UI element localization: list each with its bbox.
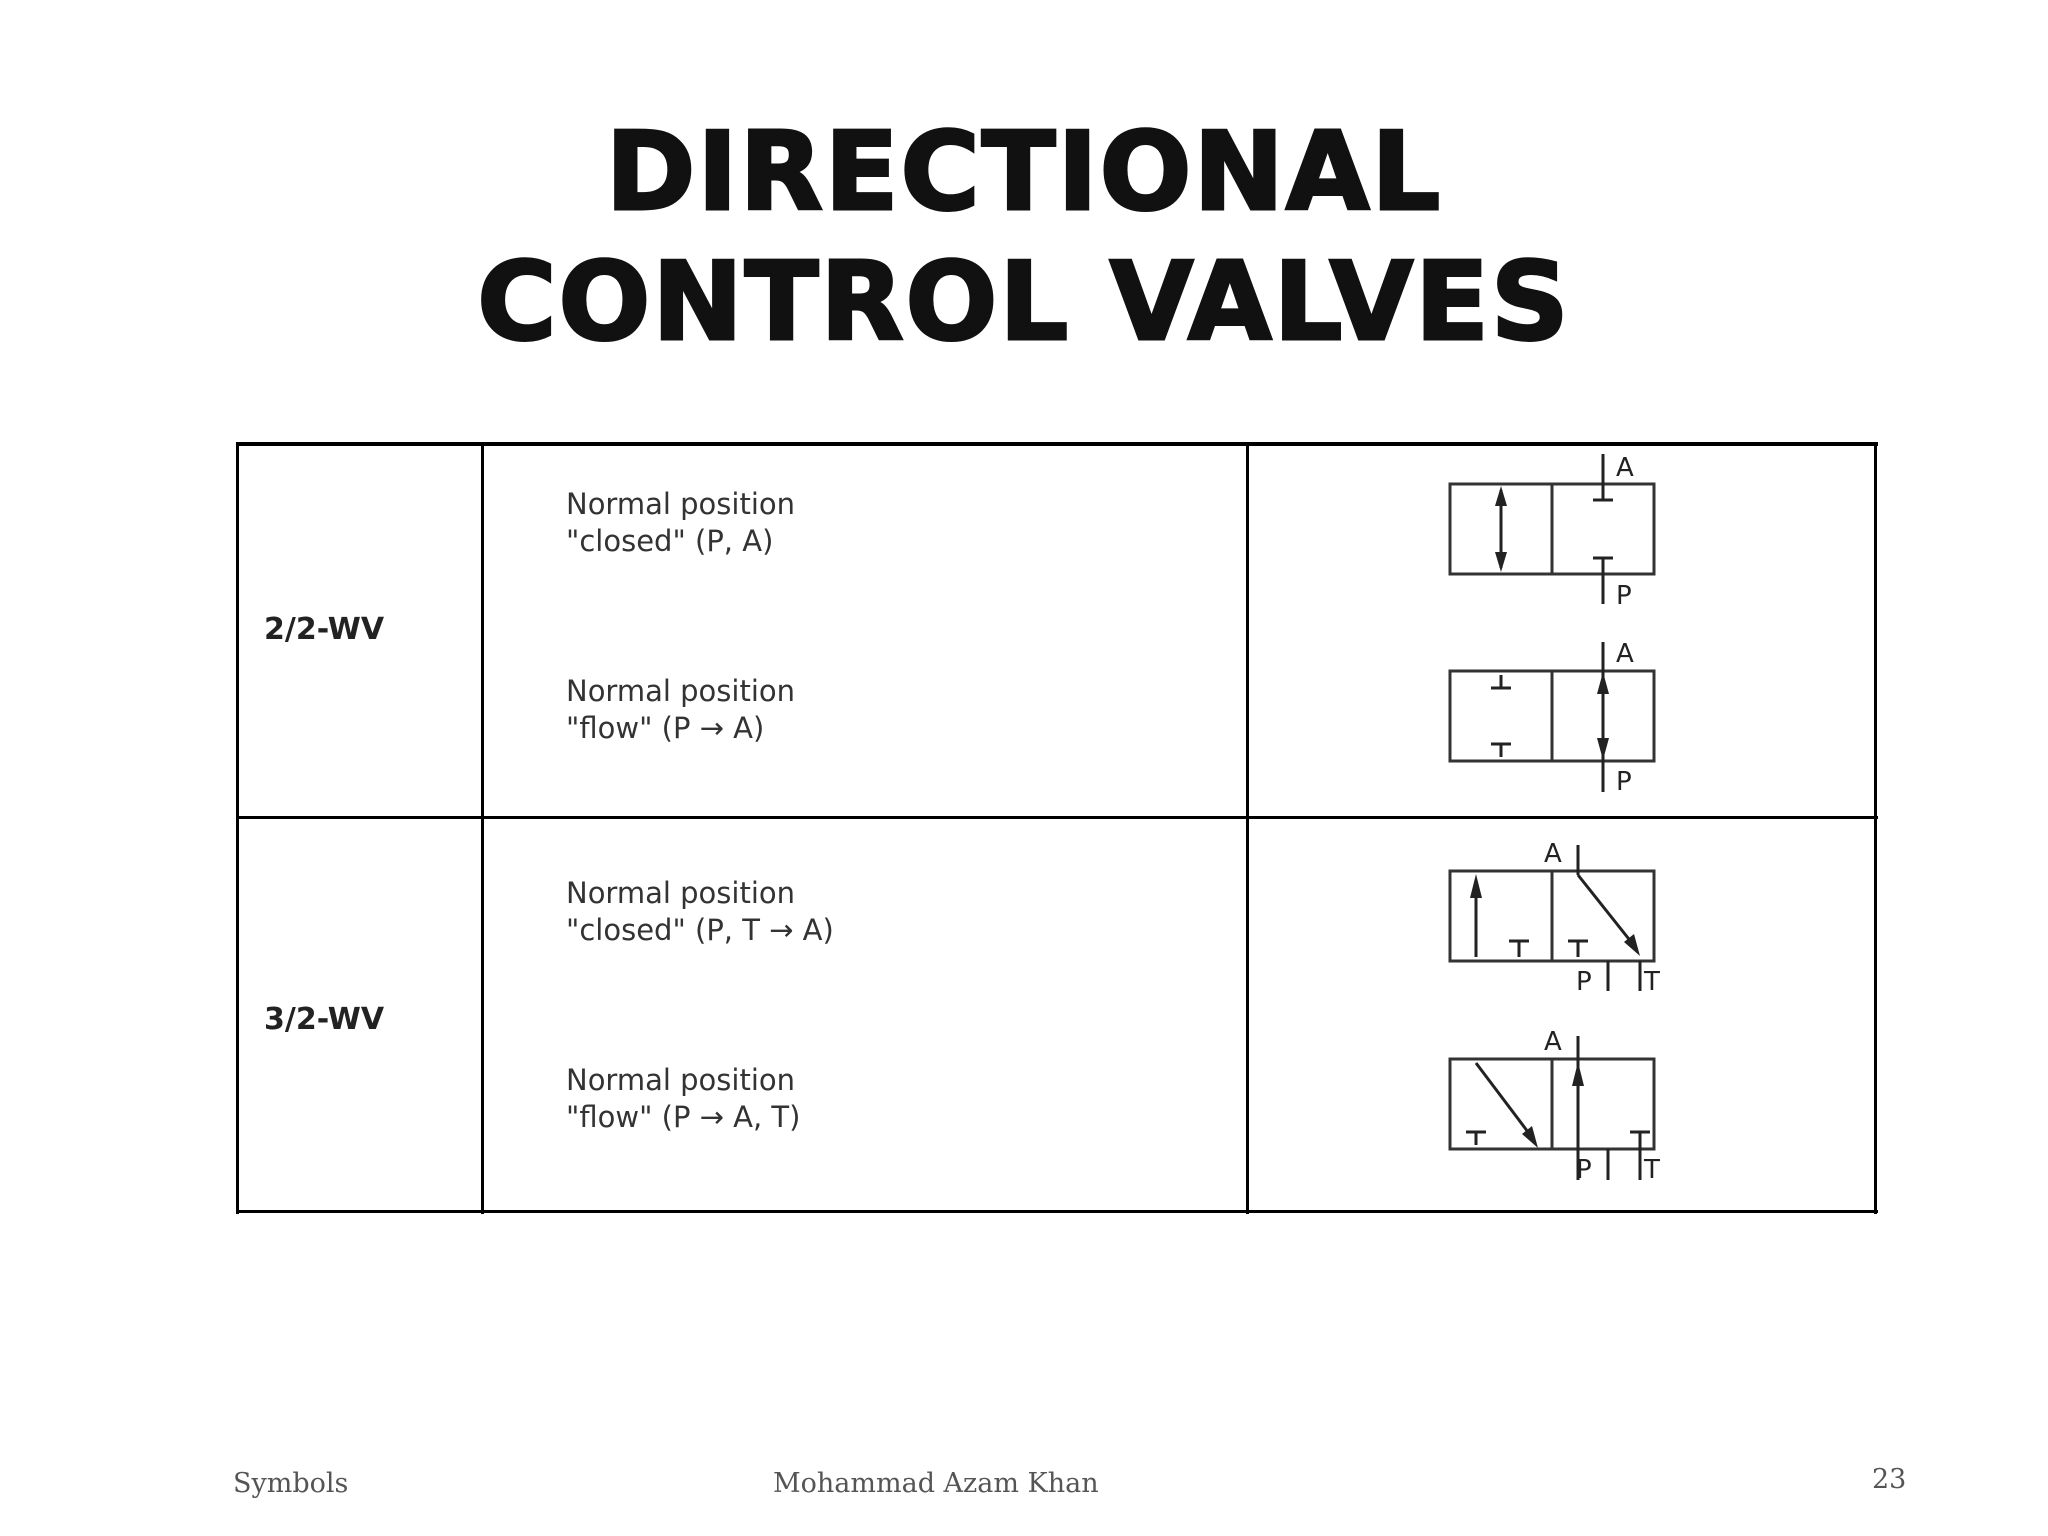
valve-description — [566, 1062, 800, 1136]
valve-description — [566, 486, 795, 560]
description-line: Normal position — [566, 876, 796, 910]
port-label-p: P — [1576, 967, 1592, 997]
port-label-p: P — [1616, 581, 1632, 611]
description-line: "closed" (P, A) — [566, 524, 774, 558]
port-label-t: T — [1644, 1155, 1660, 1185]
valve-type-label: 3/2-WV — [264, 1002, 385, 1037]
port-label-a: A — [1616, 639, 1634, 669]
port-label-a: A — [1544, 1027, 1562, 1057]
valve-description — [566, 673, 795, 747]
footer-author: Mohammad Azam Khan — [773, 1468, 1099, 1499]
description-line: "closed" (P, T → A) — [566, 913, 834, 947]
valve-type-label: 2/2-WV — [264, 612, 385, 647]
description-line: "flow" (P → A, T) — [566, 1100, 801, 1134]
table-left-border — [236, 442, 239, 1214]
valve-description — [566, 875, 834, 949]
slide-title-line1: DIRECTIONAL — [605, 110, 1443, 235]
port-label-a: A — [1616, 453, 1634, 483]
valve-symbol-3-2-closed — [1436, 830, 1676, 1010]
valve-symbol-table — [236, 442, 1878, 1214]
description-line: Normal position — [566, 487, 796, 521]
slide-title — [0, 108, 2048, 368]
valve-symbol-2-2-closed — [1436, 442, 1676, 622]
valve-symbol-3-2-flow — [1436, 1020, 1676, 1200]
port-label-t: T — [1644, 967, 1660, 997]
description-line: Normal position — [566, 1063, 796, 1097]
port-label-p: P — [1576, 1155, 1592, 1185]
description-line: Normal position — [566, 674, 796, 708]
table-col-divider-1 — [481, 442, 484, 1214]
table-col-divider-2 — [1246, 442, 1249, 1214]
table-right-border — [1874, 442, 1877, 1214]
page-number: 23 — [1872, 1464, 1907, 1495]
description-line: "flow" (P → A) — [566, 711, 765, 745]
port-label-a: A — [1544, 839, 1562, 869]
valve-symbol-2-2-flow — [1436, 628, 1676, 808]
slide-title-line2: CONTROL VALVES — [477, 240, 1571, 365]
port-label-p: P — [1616, 767, 1632, 797]
footer-left-text: Symbols — [233, 1468, 349, 1499]
